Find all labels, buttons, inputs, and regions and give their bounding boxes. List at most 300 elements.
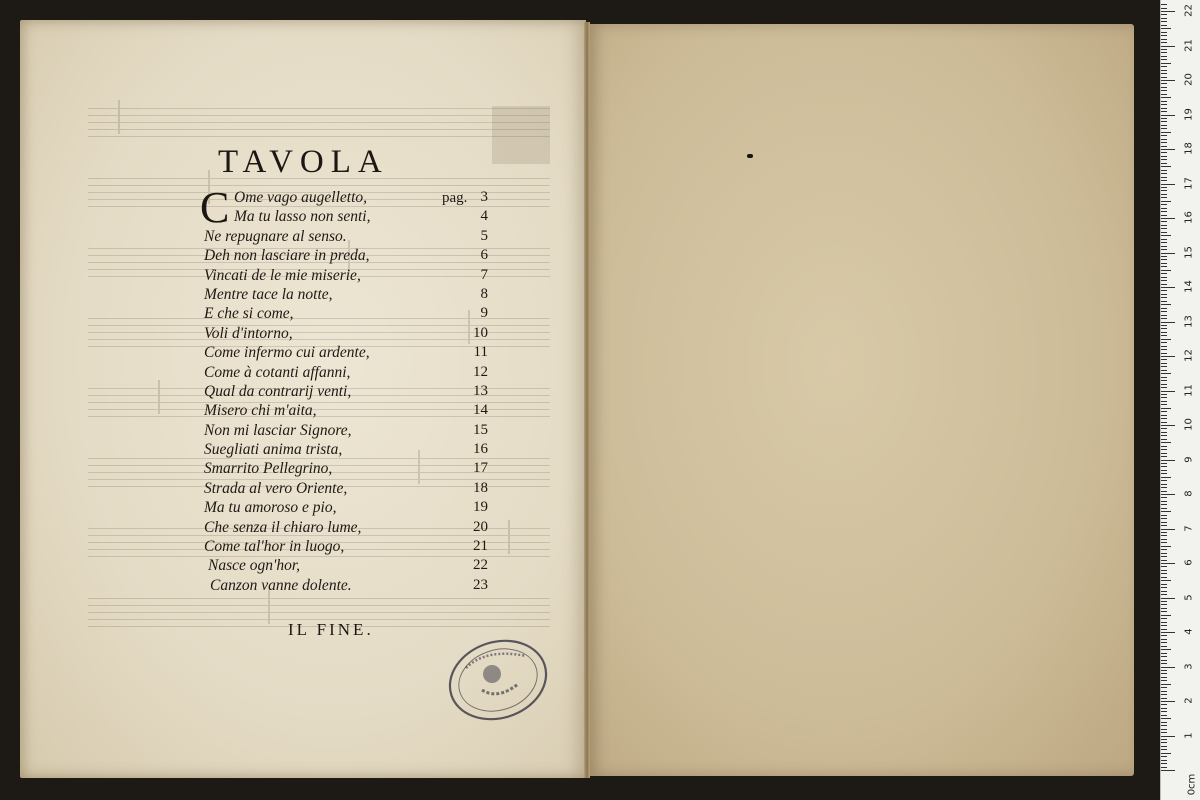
ruler-tick [1161,691,1167,692]
entry-title: Come infermo cui ardente, [204,344,370,362]
entry-title: Ne repugnare al senso. [204,227,347,245]
entry-title: Smarrito Pellegrino, [204,460,333,478]
ruler-tick [1161,670,1167,671]
ruler-tick [1161,694,1167,695]
ruler-tick [1161,511,1171,512]
ruler-tick [1161,742,1167,743]
ruler-tick [1161,411,1167,412]
ruler-tick [1161,639,1167,640]
ruler-tick [1161,622,1167,623]
ruler-tick [1161,649,1171,650]
ruler-tick [1161,770,1175,771]
ruler-tick [1161,35,1167,36]
ruler-tick [1161,225,1167,226]
ruler-tick [1161,256,1167,257]
ruler-tick [1161,118,1167,119]
ruler-tick [1161,418,1167,419]
ruler-tick [1161,277,1167,278]
right-page [588,24,1134,776]
list-item [204,363,494,382]
ruler-tick [1161,549,1167,550]
ruler-tick [1161,173,1167,174]
ruler-tick [1161,239,1167,240]
ruler-tick [1161,560,1167,561]
book-gutter [584,22,590,778]
ruler-tick [1161,625,1167,626]
ruler-label: 6 [1183,559,1195,566]
ruler-tick [1161,522,1167,523]
ruler-tick [1161,156,1167,157]
ruler-tick [1161,132,1171,133]
list-item [204,343,494,362]
ruler-label: 5 [1183,593,1195,601]
entry-page: 8 [480,285,488,302]
ruler-tick [1161,729,1167,730]
drop-cap: C [200,183,230,232]
ruler-tick [1161,380,1167,381]
list-item [204,518,494,537]
entry-page: 23 [473,576,488,593]
entry-title: Vincati de le mie miserie, [204,266,361,284]
ruler-tick [1161,566,1167,567]
entry-page: 10 [473,324,488,341]
ruler-tick [1161,11,1175,12]
ruler-tick [1161,584,1167,585]
closing-text: IL FINE. [288,620,374,639]
ruler-label: 22 [1183,4,1195,17]
ruler-tick [1161,618,1167,619]
ruler-tick [1161,349,1167,350]
entry-title: Strada al vero Oriente, [204,479,348,497]
ruler-tick [1161,259,1167,260]
ruler-tick [1161,56,1167,57]
ruler-tick [1161,456,1167,457]
entry-title: Ma tu amoroso e pio, [204,499,337,517]
ruler-tick [1161,394,1167,395]
ruler-tick [1161,401,1167,402]
entry-page: 14 [473,402,488,419]
ruler-tick [1161,159,1167,160]
ruler-tick [1161,577,1167,578]
ruler-tick [1161,353,1167,354]
ruler-tick [1161,97,1171,98]
ruler-tick [1161,83,1167,84]
ruler-label: 7 [1183,524,1195,532]
ruler-tick [1161,642,1167,643]
ruler-tick [1161,253,1175,254]
ruler-tick [1161,525,1167,526]
ruler-tick [1161,725,1167,726]
ruler-tick [1161,635,1167,636]
entry-title: Voli d'intorno, [204,324,293,342]
ruler-tick [1161,332,1167,333]
ruler-tick [1161,290,1167,291]
entry-title: Che senza il chiaro lume, [204,518,362,536]
ruler-tick [1161,463,1167,464]
ruler-tick [1161,580,1171,581]
entry-title: Non mi lasciar Signore, [204,421,352,439]
list-item [204,382,494,401]
ruler-tick [1161,470,1167,471]
ruler-tick [1161,52,1167,53]
ruler-tick [1161,718,1171,719]
ruler-label: 4 [1183,628,1195,635]
entry-page: 15 [473,421,488,438]
ruler-tick [1161,108,1167,109]
ruler-tick [1161,404,1167,405]
ruler-label: 19 [1183,107,1195,121]
ruler-tick [1161,615,1171,616]
entry-title: Qual da contrarij venti, [204,382,352,400]
ruler-tick [1161,80,1175,81]
ruler-tick [1161,194,1167,195]
ruler-tick [1161,221,1167,222]
ruler-tick [1161,101,1167,102]
ruler-tick [1161,667,1175,668]
entry-page: 19 [473,499,488,516]
ruler-tick [1161,346,1167,347]
ruler-tick [1161,42,1167,43]
ruler-tick [1161,629,1167,630]
ruler-tick [1161,197,1167,198]
ruler-tick [1161,77,1167,78]
ruler-tick [1161,335,1167,336]
list-item [204,188,494,207]
ruler-tick [1161,142,1167,143]
ruler-tick [1161,215,1167,216]
ruler-tick [1161,591,1167,592]
ruler-label: 14 [1183,280,1195,293]
ruler-tick [1161,494,1175,495]
ruler-tick [1161,49,1167,50]
ink-speck [747,154,753,158]
ruler-tick [1161,460,1175,461]
ruler-tick [1161,753,1171,754]
list-item [204,440,494,459]
ruler-tick [1161,453,1167,454]
ruler-tick [1161,190,1167,191]
ruler-tick [1161,587,1167,588]
ruler-tick [1161,315,1167,316]
ruler-tick [1161,501,1167,502]
ruler-tick [1161,149,1175,150]
entry-title: Ome vago augelletto, [234,189,368,206]
ruler-tick [1161,263,1167,264]
ruler-tick [1161,115,1175,116]
ruler-tick [1161,125,1167,126]
ruler-tick [1161,270,1171,271]
list-item [204,479,494,498]
ruler-tick [1161,366,1167,367]
entry-title: Come tal'hor in luogo, [204,538,345,556]
ruler-tick [1161,294,1167,295]
entry-page: 17 [473,460,488,477]
ruler-tick [1161,201,1171,202]
ruler-tick [1161,32,1167,33]
entry-page: 12 [473,363,488,380]
entry-title: Misero chi m'aita, [204,402,317,420]
ruler-tick [1161,736,1175,737]
ruler-tick [1161,363,1167,364]
ruler-tick [1161,446,1167,447]
entry-page: 5 [480,227,488,244]
ruler-tick [1161,121,1167,122]
list-item [204,324,494,343]
table-of-contents [204,188,494,595]
ruler-tick [1161,25,1167,26]
ruler-label: 20 [1183,73,1195,86]
ruler-tick [1161,170,1167,171]
entry-page: 4 [480,208,488,225]
ruler-tick [1161,94,1167,95]
ruler-tick [1161,39,1167,40]
ruler-tick [1161,722,1167,723]
entry-title: Come à cotanti affanni, [204,363,351,381]
ruler-tick [1161,732,1167,733]
ruler-tick [1161,104,1167,105]
ruler-tick [1161,46,1175,47]
entry-page: 18 [473,479,488,496]
ruler-label: 12 [1183,349,1195,362]
ruler-label: 15 [1183,245,1195,259]
ruler-tick [1161,356,1175,357]
ruler-tick [1161,304,1171,305]
ruler-tick [1161,415,1167,416]
list-item [204,498,494,517]
ruler-tick [1161,139,1167,140]
show-through-initial [492,106,550,164]
ruler-tick [1161,570,1167,571]
ruler-tick [1161,477,1171,478]
list-item [204,421,494,440]
ruler-tick [1161,70,1167,71]
entry-title: Deh non lasciare in preda, [204,247,370,265]
ruler-tick [1161,487,1167,488]
ruler-tick [1161,249,1167,250]
ruler-tick [1161,594,1167,595]
page-title: TAVOLA [218,144,389,180]
ruler-label: 11 [1183,383,1195,397]
ruler-tick [1161,497,1167,498]
measuring-ruler [1160,0,1200,800]
ruler-tick [1161,359,1167,360]
entry-page: 6 [480,247,488,264]
ruler-tick [1161,384,1167,385]
ruler-tick [1161,208,1167,209]
entry-page: 20 [473,518,488,535]
ruler-tick [1161,63,1171,64]
ruler-tick [1161,387,1167,388]
ruler-tick [1161,563,1175,564]
ruler-tick [1161,325,1167,326]
ruler-label: 8 [1183,490,1195,497]
ruler-tick [1161,184,1175,185]
ruler-tick [1161,21,1167,22]
ruler-tick [1161,59,1167,60]
ruler-tick [1161,377,1167,378]
list-item [204,537,494,556]
ruler-tick [1161,439,1167,440]
ruler-tick [1161,152,1167,153]
ruler-unit: 0cm [1186,773,1198,796]
ruler-tick [1161,491,1167,492]
ruler-tick [1161,466,1167,467]
ruler-tick [1161,232,1167,233]
ruler-tick [1161,746,1167,747]
list-item [204,207,494,226]
ruler-tick [1161,73,1167,74]
ruler-tick [1161,284,1167,285]
ruler-tick [1161,146,1167,147]
list-item [204,266,494,285]
ruler-tick [1161,601,1167,602]
ruler-tick [1161,756,1167,757]
ruler-label: 10 [1183,418,1195,431]
ruler-tick [1161,397,1167,398]
ruler-tick [1161,339,1171,340]
ruler-tick [1161,246,1167,247]
ruler-tick [1161,698,1167,699]
list-item [204,556,494,575]
ruler-tick [1161,546,1171,547]
entry-title: E che si come, [204,305,294,323]
ruler-tick [1161,166,1171,167]
ruler-tick [1161,218,1175,219]
ruler-tick [1161,556,1167,557]
ruler-tick [1161,539,1167,540]
ruler-tick [1161,653,1167,654]
ruler-tick [1161,177,1167,178]
ruler-tick [1161,573,1167,574]
ruler-tick [1161,673,1167,674]
list-item [204,227,494,246]
ruler-tick [1161,273,1167,274]
ruler-tick [1161,28,1171,29]
ruler-tick [1161,553,1167,554]
ruler-tick [1161,311,1167,312]
ruler-tick [1161,711,1167,712]
ruler-tick [1161,308,1167,309]
ruler-tick [1161,684,1171,685]
ruler-tick [1161,760,1167,761]
ruler-tick [1161,18,1167,19]
ruler-tick [1161,504,1167,505]
ruler-tick [1161,370,1167,371]
list-item [204,246,494,265]
ruler-label: 2 [1183,697,1195,704]
ruler-tick [1161,90,1167,91]
entry-page: 3 [480,189,488,205]
ruler-tick [1161,663,1167,664]
ruler-tick [1161,242,1167,243]
ruler-tick [1161,342,1167,343]
ruler-tick [1161,14,1167,15]
ruler-tick [1161,598,1175,599]
ruler-label: 3 [1183,662,1195,670]
ruler-tick [1161,608,1167,609]
ruler-label: 17 [1183,176,1195,190]
ruler-tick [1161,611,1167,612]
ruler-tick [1161,322,1175,323]
ruler-tick [1161,373,1171,374]
ruler-tick [1161,687,1167,688]
ruler-tick [1161,4,1167,5]
ruler-tick [1161,529,1175,530]
ruler-tick [1161,532,1167,533]
ruler-label: 21 [1183,38,1195,52]
ruler-tick [1161,301,1167,302]
entry-title: Nasce ogn'hor, [208,557,301,575]
ruler-tick [1161,287,1175,288]
ruler-tick [1161,163,1167,164]
ruler-tick [1161,660,1167,661]
ruler-tick [1161,704,1167,705]
entry-page: 13 [473,382,488,399]
ruler-tick [1161,135,1167,136]
ruler-tick [1161,708,1167,709]
ruler-tick [1161,391,1175,392]
entry-page: 9 [480,305,488,322]
ruler-tick [1161,408,1171,409]
ruler-tick [1161,442,1171,443]
ruler-tick [1161,542,1167,543]
list-item [204,459,494,478]
ruler-tick [1161,632,1175,633]
entry-page: 7 [480,266,488,283]
entry-title: Suegliati anima trista, [204,441,343,459]
ruler-tick [1161,715,1167,716]
ruler-label: 9 [1183,455,1195,463]
entry-page: 21 [473,538,488,555]
ruler-label: 18 [1183,142,1195,155]
ruler-tick [1161,656,1167,657]
ruler-tick [1161,87,1167,88]
entry-page: 16 [473,441,488,458]
ruler-tick [1161,266,1167,267]
ruler-tick [1161,515,1167,516]
ruler-tick [1161,428,1167,429]
ruler-tick [1161,484,1167,485]
library-stamp [446,638,550,722]
ruler-tick [1161,535,1167,536]
ruler-tick [1161,518,1167,519]
entry-title: Mentre tace la notte, [204,285,333,303]
ruler-tick [1161,328,1167,329]
ruler-tick [1161,66,1167,67]
ruler-label: 1 [1183,731,1195,739]
ruler-tick [1161,435,1167,436]
ruler-tick [1161,604,1167,605]
list-item [204,304,494,323]
ruler-tick [1161,767,1167,768]
ruler-tick [1161,297,1167,298]
entry-page: 22 [473,557,488,574]
ruler-label: 16 [1183,211,1195,224]
ruler-tick [1161,204,1167,205]
entry-title: Canzon vanne dolente. [210,576,352,594]
ruler-tick [1161,449,1167,450]
ruler-tick [1161,763,1167,764]
list-item [204,285,494,304]
ruler-tick [1161,8,1167,9]
ruler-tick [1161,646,1167,647]
ruler-tick [1161,701,1175,702]
ruler-tick [1161,508,1167,509]
entry-page: 11 [473,344,488,361]
ruler-tick [1161,235,1171,236]
list-item [204,401,494,420]
ruler-tick [1161,228,1167,229]
